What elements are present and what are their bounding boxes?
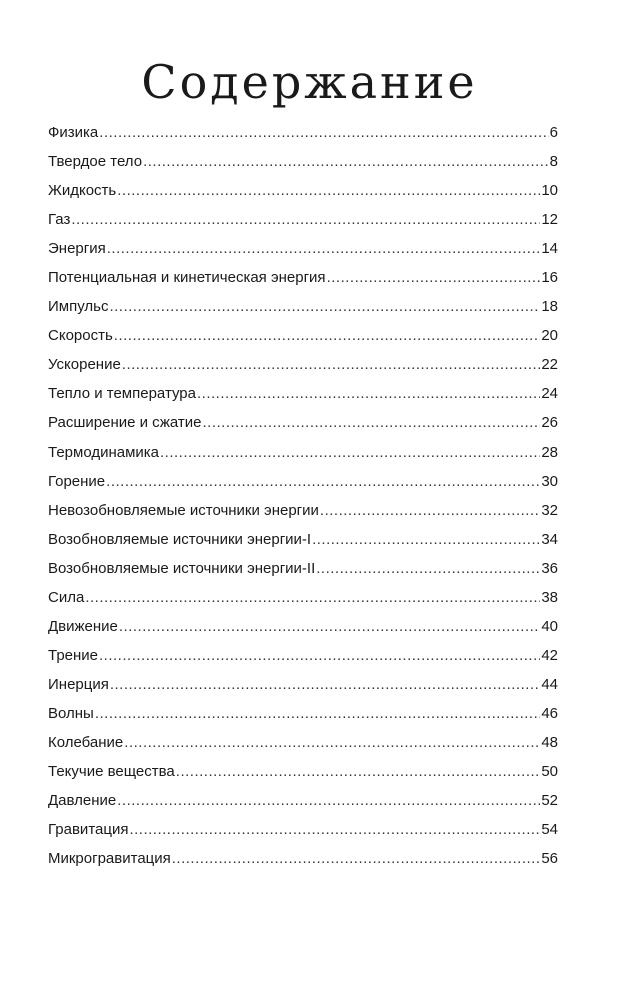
toc-entry-page-number: 56 — [541, 850, 558, 868]
toc-dot-leader — [117, 182, 540, 199]
toc-entry-label: Возобновляемые источники энергии-I — [48, 530, 312, 548]
toc-entry-page-number: 14 — [541, 240, 558, 258]
toc-entry-page-number: 26 — [541, 414, 558, 432]
toc-dot-leader — [202, 414, 540, 431]
toc-entry-label: Волны — [48, 704, 94, 722]
toc-entry-page-number: 48 — [541, 733, 558, 751]
toc-entry[interactable] — [48, 385, 558, 414]
toc-entry[interactable] — [48, 356, 558, 385]
toc-dot-leader — [316, 560, 540, 577]
toc-entry-page-number: 36 — [541, 559, 558, 577]
toc-dot-leader — [71, 211, 540, 228]
toc-entry[interactable] — [48, 850, 558, 879]
toc-entry[interactable] — [48, 647, 558, 676]
toc-entry-page-number: 38 — [541, 588, 558, 606]
toc-entry[interactable] — [48, 182, 558, 211]
toc-dot-leader — [129, 821, 540, 838]
toc-entry-page-number: 8 — [549, 153, 558, 171]
table-of-contents — [48, 124, 558, 879]
toc-entry-label: Скорость — [48, 327, 113, 345]
toc-entry-page-number: 18 — [541, 298, 558, 316]
toc-entry-page-number: 40 — [541, 617, 558, 635]
toc-entry-label: Колебание — [48, 733, 124, 751]
toc-entry-label: Давление — [48, 792, 117, 810]
toc-entry-label: Сила — [48, 588, 85, 606]
toc-entry-page-number: 12 — [541, 211, 558, 229]
toc-entry[interactable] — [48, 734, 558, 763]
toc-entry[interactable] — [48, 473, 558, 502]
toc-entry-label: Ускорение — [48, 356, 121, 374]
toc-entry-page-number: 20 — [541, 327, 558, 345]
toc-dot-leader — [312, 531, 540, 548]
toc-entry-label: Инерция — [48, 675, 109, 693]
toc-entry[interactable] — [48, 676, 558, 705]
toc-dot-leader — [160, 444, 540, 461]
toc-dot-leader — [122, 356, 541, 373]
toc-entry-page-number: 16 — [541, 269, 558, 287]
toc-entry[interactable] — [48, 589, 558, 618]
toc-entry-page-number: 10 — [541, 182, 558, 200]
toc-entry[interactable] — [48, 124, 558, 153]
toc-entry-page-number: 44 — [541, 675, 558, 693]
toc-entry[interactable] — [48, 821, 558, 850]
toc-entry-label: Потенциальная и кинетическая энергия — [48, 269, 326, 287]
toc-dot-leader — [99, 124, 548, 141]
toc-entry-label: Импульс — [48, 298, 109, 316]
toc-entry-label: Газ — [48, 211, 71, 229]
toc-entry-page-number: 30 — [541, 472, 558, 490]
toc-entry[interactable] — [48, 153, 558, 182]
toc-dot-leader — [109, 298, 540, 315]
toc-dot-leader — [320, 502, 540, 519]
toc-dot-leader — [117, 792, 540, 809]
toc-entry-page-number: 28 — [541, 443, 558, 461]
toc-entry-label: Горение — [48, 472, 106, 490]
toc-entry[interactable] — [48, 618, 558, 647]
toc-entry-label: Микрогравитация — [48, 850, 171, 868]
toc-entry-label: Невозобновляемые источники энергии — [48, 501, 319, 519]
toc-dot-leader — [119, 618, 540, 635]
toc-entry-label: Твердое тело — [48, 153, 143, 171]
toc-entry-label: Трение — [48, 646, 99, 664]
toc-entry[interactable] — [48, 240, 558, 269]
toc-entry-label: Гравитация — [48, 821, 129, 839]
toc-entry-label: Текучие вещества — [48, 763, 175, 781]
toc-dot-leader — [110, 676, 540, 693]
toc-entry-page-number: 52 — [541, 792, 558, 810]
toc-entry-page-number: 22 — [541, 356, 558, 374]
toc-entry-label: Физика — [48, 124, 99, 141]
toc-entry-label: Движение — [48, 617, 118, 635]
toc-entry-label: Энергия — [48, 240, 106, 258]
toc-dot-leader — [85, 589, 540, 606]
toc-entry[interactable] — [48, 444, 558, 473]
toc-dot-leader — [124, 734, 540, 751]
toc-entry[interactable] — [48, 560, 558, 589]
toc-entry-label: Тепло и температура — [48, 385, 196, 403]
toc-dot-leader — [114, 327, 541, 344]
toc-dot-leader — [197, 385, 540, 402]
toc-dot-leader — [106, 473, 540, 490]
toc-dot-leader — [95, 705, 540, 722]
toc-entry-page-number: 54 — [541, 821, 558, 839]
toc-entry[interactable] — [48, 327, 558, 356]
toc-entry-label: Возобновляемые источники энергии-II — [48, 559, 316, 577]
page-title: Содержание — [141, 55, 478, 109]
toc-entry[interactable] — [48, 763, 558, 792]
toc-entry[interactable] — [48, 414, 558, 443]
toc-entry[interactable] — [48, 269, 558, 298]
toc-entry-page-number: 34 — [541, 530, 558, 548]
toc-entry-label: Жидкость — [48, 182, 117, 200]
toc-entry-page-number: 42 — [541, 646, 558, 664]
toc-dot-leader — [143, 153, 549, 170]
toc-entry-label: Расширение и сжатие — [48, 414, 202, 432]
toc-entry-label: Термодинамика — [48, 443, 160, 461]
toc-dot-leader — [107, 240, 541, 257]
toc-entry-page-number: 24 — [541, 385, 558, 403]
toc-entry[interactable] — [48, 211, 558, 240]
toc-entry-page-number: 50 — [541, 763, 558, 781]
toc-entry[interactable] — [48, 531, 558, 560]
toc-entry[interactable] — [48, 705, 558, 734]
toc-entry[interactable] — [48, 502, 558, 531]
toc-entry-page-number: 46 — [541, 704, 558, 722]
toc-dot-leader — [99, 647, 540, 664]
toc-dot-leader — [172, 850, 541, 867]
toc-entry[interactable] — [48, 298, 558, 327]
toc-entry[interactable] — [48, 792, 558, 821]
toc-dot-leader — [327, 269, 541, 286]
toc-dot-leader — [176, 763, 541, 780]
toc-entry-page-number: 6 — [549, 124, 558, 141]
toc-entry-page-number: 32 — [541, 501, 558, 519]
